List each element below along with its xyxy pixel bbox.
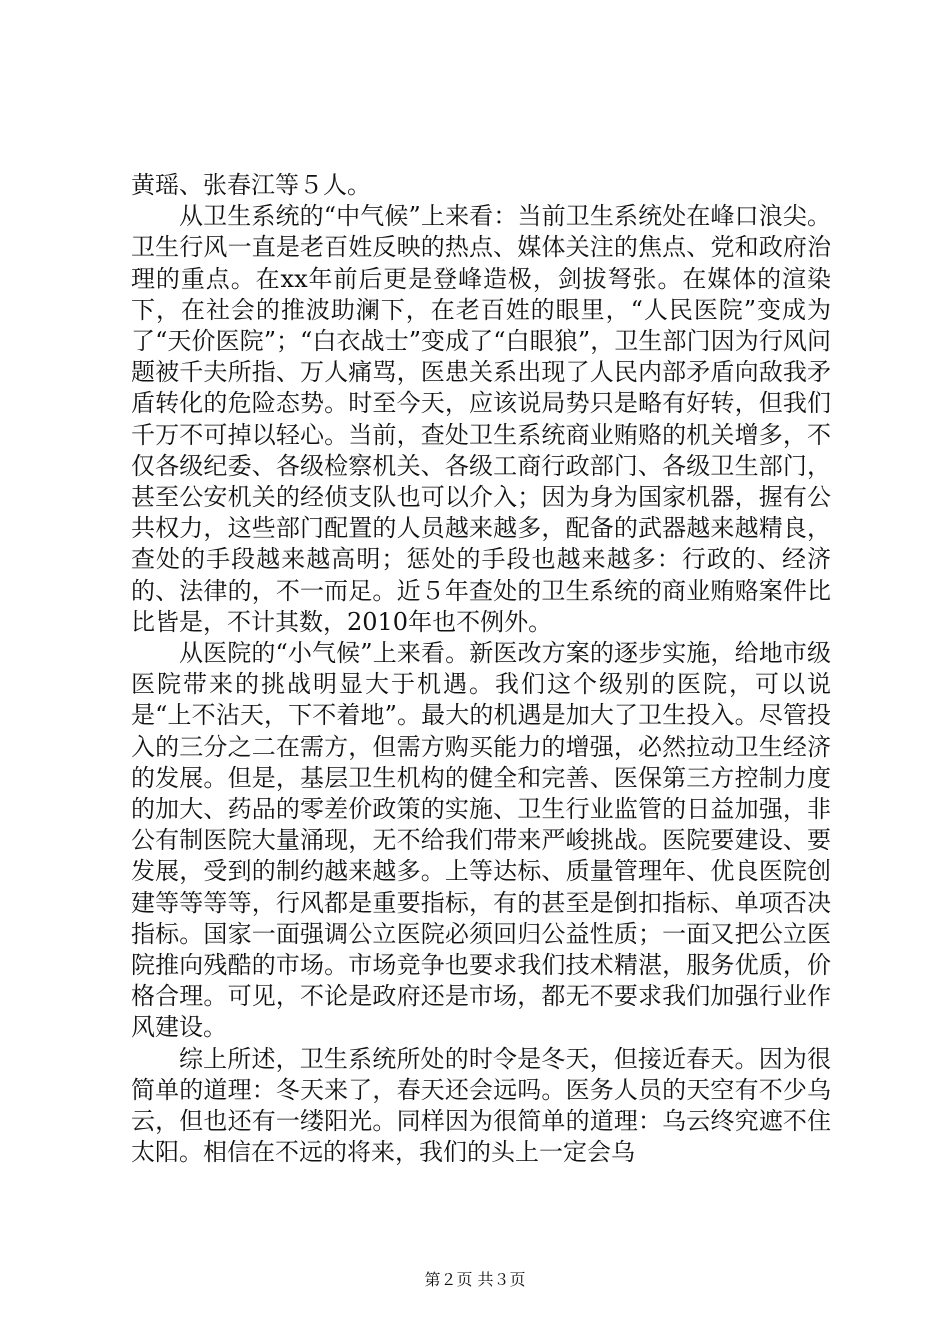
paragraph-medium-climate: 从卫生系统的“中气候”上来看：当前卫生系统处在峰口浪尖。卫生行风一直是老百姓反映的热点、媒体关注的焦点、党和政府治理的重点。在xx年前后更是登峰造极，剑拔弩张。在媒体的渲染下，在社会的推波助澜下，在老百姓的眼里，“人民医院”变成为了“天价医院”；“白衣战士”变成了“白眼狼”，卫生部门因为行风问题被千夫所指、万人痛骂，医患关系出现了人民内部矛盾向敌我矛盾转化的危险态势。时至今天，应该说局势只是略有好转，但我们千万不可掉以轻心。当前，查处卫生系统商业贿赂的机关增多，不仅各级纪委、各级检察机关、各级工商行政部门、各级卫生部门，甚至公安机关的经侦支队也可以介入；因为身为国家机器，握有公共权力，这些部门配置的人员越来越多，配备的武器越来越精良，查处的手段越来越高明；惩处的手段也越来越多：行政的、经济的、法律的，不一而足。近５年查处的卫生系统的商业贿赂案件比比皆是，不计其数，2010年也不例外。 bbox=[131, 202, 831, 636]
paragraph-summary: 综上所述，卫生系统所处的时令是冬天，但接近春天。因为很简单的道理：冬天来了，春天还会远吗。医务人员的天空有不少乌云，但也还有一缕阳光。同样因为很简单的道理：乌云终究遮不住太阳。相信在不远的将来，我们的头上一定会乌 bbox=[131, 1044, 831, 1167]
paragraph-continuation: 黄瑶、张春江等５人。 bbox=[131, 171, 371, 199]
paragraph-small-climate: 从医院的“小气候”上来看。新医改方案的逐步实施，给地市级医院带来的挑战明显大于机遇。我们这个级别的医院，可以说是“上不沾天，下不着地”。最大的机遇是加大了卫生投入。尽管投入的三分之二在需方，但需方购买能力的增强，必然拉动卫生经济的发展。但是，基层卫生机构的健全和完善、医保第三方控制力度的加大、药品的零差价政策的实施、卫生行业监管的日益加强，非公有制医院大量涌现，无不给我们带来严峻挑战。医院要建设、要发展，受到的制约越来越多。上等达标、质量管理年、优良医院创建等等等等，行风都是重要指标，有的甚至是倒扣指标、单项否决指标。国家一面强调公立医院必须回归公益性质；一面又把公立医院推向残酷的市场。市场竞争也要求我们技术精湛，服务优质，价格合理。可见，不论是政府还是市场，都无不要求我们加强行业作风建设。 bbox=[131, 639, 831, 1042]
page-number-footer: 第２页 共３页 bbox=[424, 1270, 526, 1289]
document-body bbox=[131, 170, 831, 1169]
